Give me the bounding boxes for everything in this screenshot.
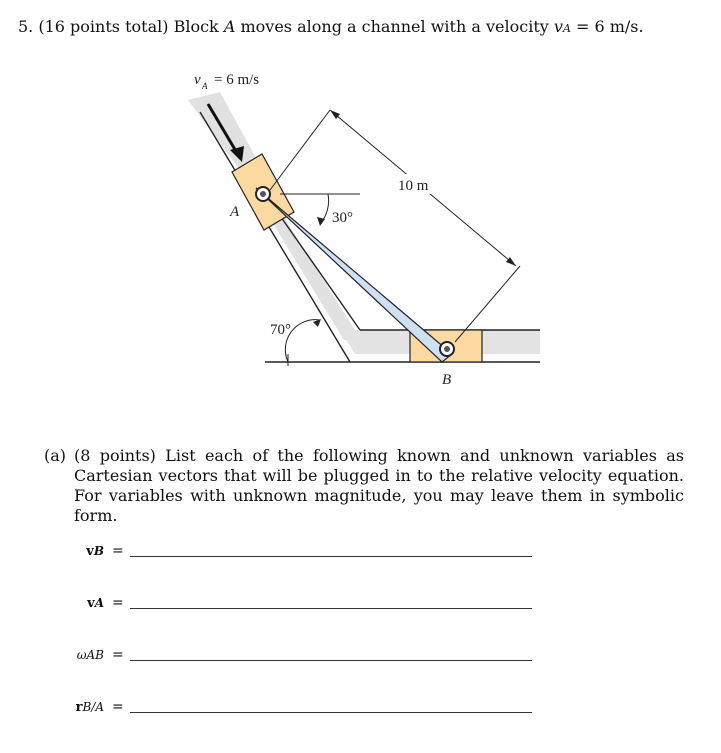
question-number: 5. bbox=[18, 17, 34, 36]
angle-arrow-70 bbox=[313, 319, 321, 327]
velocity-subscript: A bbox=[562, 22, 571, 35]
answer-symbol: ωAB bbox=[76, 648, 104, 662]
equals-sign: = bbox=[112, 543, 124, 559]
block-a-label: A bbox=[230, 204, 240, 220]
part-a-text: (8 points) List each of the following known and unknown variables as Cartesian vectors that will be plugged in to the relative velocity equation. For variables with unknown magnitude, you may leave them in symbolic form. bbox=[74, 446, 684, 525]
angle-rod-label: 30° bbox=[332, 210, 353, 226]
pin-b-center bbox=[444, 346, 450, 352]
answer-line-vb[interactable] bbox=[130, 555, 532, 557]
question-text-mid: moves along a channel with a velocity bbox=[240, 17, 549, 36]
answer-line-rba[interactable] bbox=[130, 711, 532, 713]
mechanism-diagram bbox=[180, 62, 560, 392]
part-a bbox=[44, 446, 684, 526]
answer-symbol: rB/A bbox=[75, 700, 104, 715]
figure-velocity-subscript: A bbox=[202, 81, 208, 91]
pin-a-center bbox=[260, 191, 266, 197]
angle-channel-label: 70° bbox=[270, 322, 291, 338]
mechanism-figure bbox=[180, 62, 560, 392]
figure-velocity-label: = 6 m/s bbox=[214, 72, 260, 88]
equals-sign: = bbox=[112, 699, 124, 715]
answer-symbol: vB bbox=[86, 544, 104, 559]
question-points: (16 points total) bbox=[38, 17, 169, 36]
block-name: A bbox=[223, 17, 236, 36]
answer-symbol: vA bbox=[87, 596, 104, 611]
dimension-extension-a bbox=[270, 110, 330, 190]
distance-label: 10 m bbox=[398, 178, 429, 194]
answer-line-omega[interactable] bbox=[130, 659, 532, 661]
question-header bbox=[18, 16, 708, 40]
equals-sign: = bbox=[112, 647, 124, 663]
block-b-label: B bbox=[442, 372, 452, 388]
answer-line-va[interactable] bbox=[130, 607, 532, 609]
velocity-symbol: v bbox=[553, 17, 563, 36]
velocity-value: = 6 m/s. bbox=[575, 17, 644, 36]
question-text-pre: Block bbox=[173, 17, 219, 36]
equals-sign: = bbox=[112, 595, 124, 611]
channel-shading bbox=[188, 92, 540, 340]
figure-velocity-symbol: v bbox=[194, 72, 201, 88]
part-a-label: (a) bbox=[44, 446, 67, 465]
